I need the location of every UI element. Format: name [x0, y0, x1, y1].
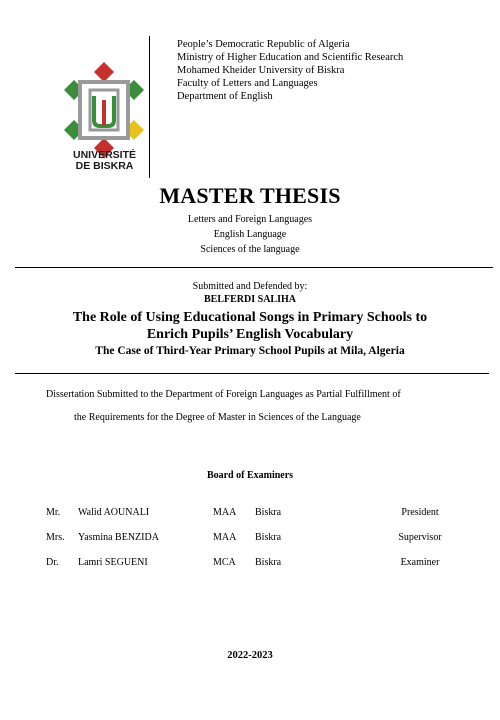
header-line-ministry: Ministry of Higher Education and Scientific Research — [177, 52, 404, 63]
author-name: BELFERDI SALIHA — [204, 294, 296, 305]
logo-text-line2: DE BISKRA — [75, 160, 134, 172]
member-rank: MAA — [213, 532, 237, 543]
member-role: Examiner — [400, 557, 440, 568]
dissertation-statement-line2: the Requirements for the Degree of Master in Sciences of the Language — [74, 412, 361, 423]
board-title: Board of Examiners — [206, 470, 294, 481]
field-line-domain: Letters and Foreign Languages — [187, 214, 313, 225]
member-university: Biskra — [255, 557, 282, 568]
thesis-title-line2: Enrich Pupils’ English Vocabulary — [146, 327, 354, 342]
university-logo — [62, 60, 147, 178]
member-university: Biskra — [255, 532, 282, 543]
member-title: Dr. — [46, 557, 59, 568]
header-divider — [149, 36, 150, 178]
member-title: Mr. — [46, 507, 61, 518]
member-rank: MCA — [213, 557, 236, 568]
academic-year: 2022-2023 — [227, 650, 273, 661]
thesis-subtitle: The Case of Third-Year Primary School Pupils at Mila, Algeria — [95, 345, 405, 357]
member-university: Biskra — [255, 507, 282, 518]
member-role: President — [401, 507, 439, 518]
header-line-department: Department of English — [177, 91, 273, 102]
thesis-title-line1: The Role of Using Educational Songs in Primary Schools to — [72, 310, 428, 325]
institution-header — [177, 38, 403, 103]
document-type-title: MASTER THESIS — [159, 183, 341, 208]
member-name: Walid AOUNALI — [78, 507, 150, 518]
field-line-specialty: Sciences of the language — [200, 244, 300, 255]
field-of-study — [0, 212, 500, 257]
member-name: Lamri SEGUENI — [78, 557, 148, 568]
dissertation-statement-line1: Dissertation Submitted to the Department of Foreign Languages as Partial Fulfillment of — [46, 389, 401, 400]
logo-text-line1: UNIVERSITÉ — [72, 149, 136, 161]
member-title: Mrs. — [46, 532, 65, 543]
header-line-university: Mohamed Kheider University of Biskra — [177, 65, 345, 76]
section-divider-bottom — [15, 373, 489, 374]
member-name: Yasmina BENZIDA — [78, 532, 159, 543]
thesis-title — [0, 309, 500, 343]
submitted-label: Submitted and Defended by: — [192, 281, 308, 292]
member-role: Supervisor — [398, 532, 442, 543]
member-rank: MAA — [213, 507, 237, 518]
header-line-republic: People’s Democratic Republic of Algeria — [177, 39, 350, 50]
field-line-branch: English Language — [213, 229, 287, 240]
header-line-faculty: Faculty of Letters and Languages — [177, 78, 318, 89]
section-divider-top — [15, 267, 493, 268]
